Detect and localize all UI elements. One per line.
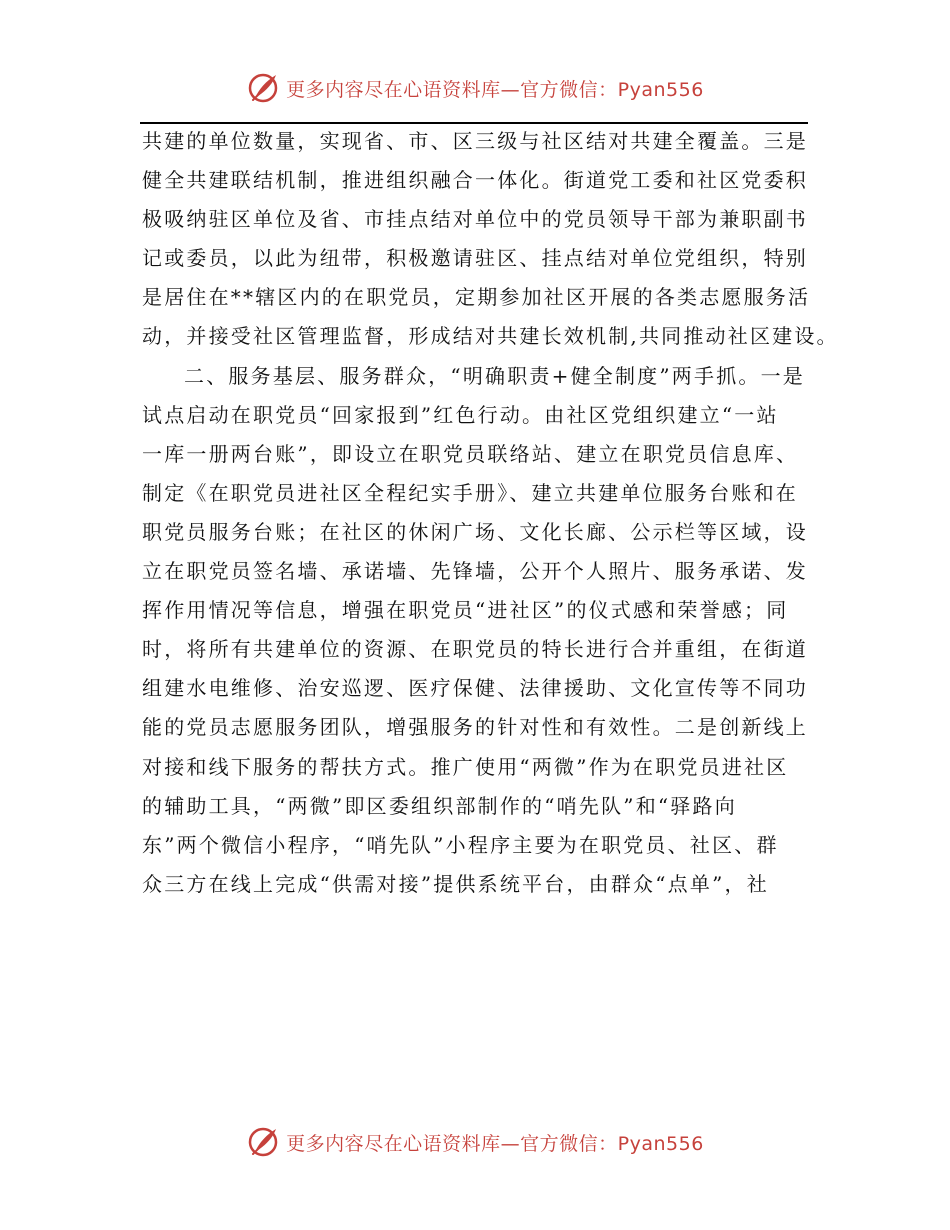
- feather-pen-logo-icon: [246, 1125, 280, 1159]
- header-banner: [0, 68, 950, 108]
- body-line: 能的党员志愿服务团队，增强服务的针对性和有效性。二是创新线上: [142, 715, 808, 740]
- feather-pen-logo-icon: [246, 71, 280, 105]
- header-banner-text: 更多内容尽在心语资料库—官方微信：Pyan556: [286, 78, 704, 101]
- body-line: 时，将所有共建单位的资源、在职党员的特长进行合并重组，在街道: [142, 637, 808, 662]
- document-body: [142, 122, 839, 904]
- body-line: 东”两个微信小程序，“哨先队”小程序主要为在职党员、社区、群: [142, 832, 779, 857]
- body-line: 组建水电维修、治安巡逻、医疗保健、法律援助、文化宣传等不同功: [142, 676, 808, 701]
- body-line: 健全共建联结机制，推进组织融合一体化。街道党工委和社区党委积: [142, 168, 808, 193]
- body-line: 对接和线下服务的帮扶方式。推广使用“两微”作为在职党员进社区: [142, 754, 789, 779]
- footer-banner-text: 更多内容尽在心语资料库—官方微信：Pyan556: [286, 1132, 704, 1155]
- body-line: 立在职党员签名墙、承诺墙、先锋墙，公开个人照片、服务承诺、发: [142, 559, 808, 584]
- body-line: 动，并接受社区管理监督，形成结对共建长效机制,共同推动社区建设。: [142, 324, 839, 349]
- body-line: 的辅助工具，“两微”即区委组织部制作的“哨先队”和“驿路向: [142, 793, 737, 818]
- body-line: 共建的单位数量，实现省、市、区三级与社区结对共建全覆盖。三是: [142, 129, 808, 153]
- body-line: 记或委员，以此为纽带，积极邀请驻区、挂点结对单位党组织，特别: [142, 246, 808, 271]
- body-line: 挥作用情况等信息，增强在职党员“进社区”的仪式感和荣誉感；同: [142, 598, 789, 623]
- body-line: 试点启动在职党员“回家报到”红色行动。由社区党组织建立“一站: [142, 402, 779, 427]
- body-line: 极吸纳驻区单位及省、市挂点结对单位中的党员领导干部为兼职副书: [142, 207, 808, 232]
- paragraph-first-line: 二、服务基层、服务群众，“明确职责+健全制度”两手抓。一是: [184, 363, 806, 388]
- body-line: 是居住在**辖区内的在职党员，定期参加社区开展的各类志愿服务活: [142, 285, 811, 310]
- body-line: 一库一册两台账”，即设立在职党员联络站、建立在职党员信息库、: [142, 441, 799, 466]
- footer-banner: [0, 1122, 950, 1162]
- body-line: 众三方在线上完成“供需对接”提供系统平台，由群众“点单”，社: [142, 871, 769, 896]
- body-line: 制定《在职党员进社区全程纪实手册》、建立共建单位服务台账和在: [142, 480, 798, 505]
- body-line: 职党员服务台账；在社区的休闲广场、文化长廊、公示栏等区域，设: [142, 519, 808, 544]
